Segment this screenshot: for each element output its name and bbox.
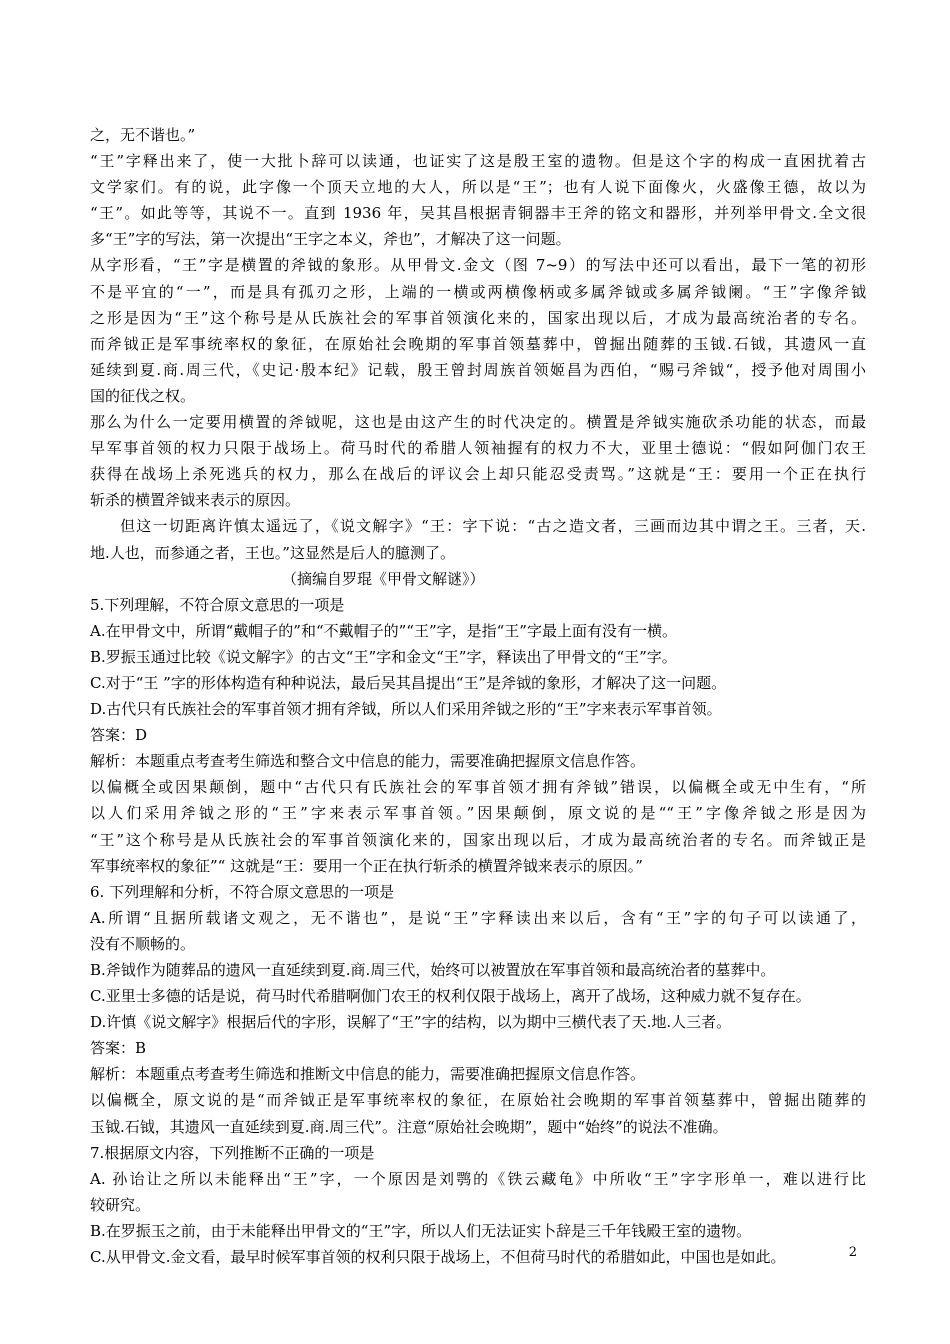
text-line: C.对于“王 ”字的形体构造有种种说法，最后吴其昌提出“王”是斧钺的象形，才解决了这一问题。 (90, 673, 727, 692)
text-line: A.所谓“且据所载诸文观之，无不谐也”，是说“王”字释读出来以后，含有“王”字的句子可以读通了， (90, 908, 866, 927)
text-line: B.斧钺作为随葬品的遗风一直延续到夏.商.周三代，始终可以被置放在军事首领和最高统治者的墓葬中。 (90, 961, 776, 979)
text-line: A. 孙诒让之所以未能释出“王”字，一个原因是刘鹗的《铁云藏龟》中所收“王”字字形单一，难以进行比 (90, 1169, 866, 1188)
text-line: 那么为什么一定要用横置的斧钺呢，这也是由这产生的时代决定的。横置是斧钺实施砍杀功能的状态，而最 (90, 413, 866, 432)
text-line: 解析：本题重点考查考生筛选和整合文中信息的能力，需要准确把握原文信息作答。 (90, 752, 646, 771)
text-line: 较研究。 (90, 1195, 151, 1214)
text-line: 国的征伐之权。 (90, 386, 196, 405)
text-line: 但这一切距离许慎太遥远了，《说文解字》“王：字下说：“古之造文者，三画而边其中谓之王。三者，天. (120, 517, 866, 536)
text-line: 以偏概全，原文说的是“而斧钺正是军事统率权的象征，在原始社会晚期的军事首领墓葬中，曾掘出随葬的 (90, 1091, 866, 1110)
text-line: 没有不顺畅的。 (90, 934, 196, 953)
text-line: 延续到夏.商.周三代，《史记·殷本纪》记载，殷王曾封周族首领姬昌为西伯，“赐弓斧钺“，授予他对周围小 (90, 360, 866, 379)
text-line: 答案：D (90, 726, 148, 745)
text-line: 之形是因为“王”这个称号是从氏族社会的军事首领演化来的，国家出现以后，才成为最高统治者的专名。 (90, 308, 866, 327)
text-line: 多“王”字的写法，第一次提出“王字之本义，斧也”，才解决了这一问题。 (90, 230, 571, 249)
text-line: 文学家们。有的说，此字像一个顶天立地的大人，所以是“王”；也有人说下面像火，火盛像王德，故以为 (90, 178, 866, 197)
text-line: B.在罗振玉之前，由于未能释出甲骨文的“王”字，所以人们无法证实卜辞是三千年钱殿王室的遗物。 (90, 1221, 752, 1240)
text-line: 斩杀的横置斧钺来表示的原因。 (90, 491, 301, 510)
text-line: 获得在战场上杀死逃兵的权力，那么在战后的评议会上却只能忍受责骂。”这就是“王：要用一个正在执行 (90, 465, 866, 484)
text-line: 解析：本题重点考查考生筛选和推断文中信息的能力，需要准确把握原文信息作答。 (90, 1065, 646, 1084)
text-line: 答案：B (90, 1039, 147, 1058)
text-line: B.罗振玉通过比较《说文解字》的古文“王”字和金文“王”字，释读出了甲骨文的“王”字。 (90, 647, 677, 666)
document-body (90, 122, 866, 1270)
text-line: 以偏概全或因果颠倒，题中“古代只有氏族社会的军事首领才拥有斧钺”错误，以偏概全或无中生有，“所 (90, 778, 866, 797)
text-line: 地.人也，而参通之者，王也。”这显然是后人的臆测了。 (90, 543, 455, 562)
page-number: 2 (848, 1245, 857, 1260)
text-line: 玉钺.石钺，其遗风一直延续到夏.商.周三代”。注意“原始社会晚期”，题中“始终”的说法不准确。 (90, 1117, 728, 1136)
text-line: A.在甲骨文中，所谓“戴帽子的”和“不戴帽子的”“王”字，是指“王”字最上面有没有一横。 (90, 621, 677, 640)
text-line: 早军事首领的权力只限于战场上。荷马时代的希腊人领袖握有的权力不大，亚里士德说：“假如阿伽门农王 (90, 439, 866, 458)
text-line: （摘编自罗琨《甲骨文解谜》） (282, 569, 485, 588)
text-line: 而斧钺正是军事统率权的象征，在原始社会晚期的军事首领墓葬中，曾掘出随葬的玉钺.石钺，其遗风一直 (90, 334, 866, 353)
text-line: 7.根据原文内容，下列推断不正确的一项是 (90, 1143, 375, 1162)
text-line: 军事统率权的象征”“ 这就是“王：要用一个正在执行斩杀的横置斧钺来表示的原因。” (90, 856, 643, 875)
text-line: D.许慎《说文解字》根据后代的字形，误解了“王”字的结构，以为期中三横代表了天.地.人三者。 (90, 1013, 732, 1032)
text-line: 不是平宜的“一”，而是具有孤刃之形，上端的一横或两横像柄或多属斧钺或多属斧钺阑。“王”字像斧钺 (90, 282, 866, 301)
text-line: “王”。如此等等，其说不一。直到 1936 年，吴其昌根据青铜器丰王斧的铭文和器形，并列举甲骨文.全文很 (90, 204, 866, 223)
text-line: “王”字释出来了，使一大批卜辞可以读通，也证实了这是殷王室的遗物。但是这个字的构成一直困扰着古 (90, 152, 866, 171)
text-line: 从字形看，“王”字是横置的斧钺的象形。从甲骨文.金文（图 7~9）的写法中还可以看出，最下一笔的初形 (90, 256, 866, 275)
text-line: 以人们采用斧钺之形的“王”字来表示军事首领。”因果颠倒，原文说的是““王”字像斧钺之形是因为 (90, 804, 866, 823)
text-line: D.古代只有氏族社会的军事首领才拥有斧钺，所以人们采用斧钺之形的“王”字来表示军事首领。 (90, 700, 722, 719)
text-line: “王”这个称号是从氏族社会的军事首领演化来的，国家出现以后，才成为最高统治者的专名。而斧钺正是 (90, 830, 866, 849)
text-line: 5.下列理解，不符合原文意思的一项是 (90, 595, 345, 614)
text-line: 之，无不谐也。” (90, 126, 196, 144)
text-line: 6. 下列理解和分析，不符合原文意思的一项是 (90, 882, 395, 901)
text-line: C.从甲骨文.金文看，最早时候军事首领的权利只限于战场上，不但荷马时代的希腊如此，中国也是如此。 (90, 1248, 786, 1267)
text-line: C.亚里士多德的话是说，荷马时代希腊啊伽门农王的权利仅限于战场上，离开了战场，这种威力就不复存在。 (90, 987, 811, 1006)
